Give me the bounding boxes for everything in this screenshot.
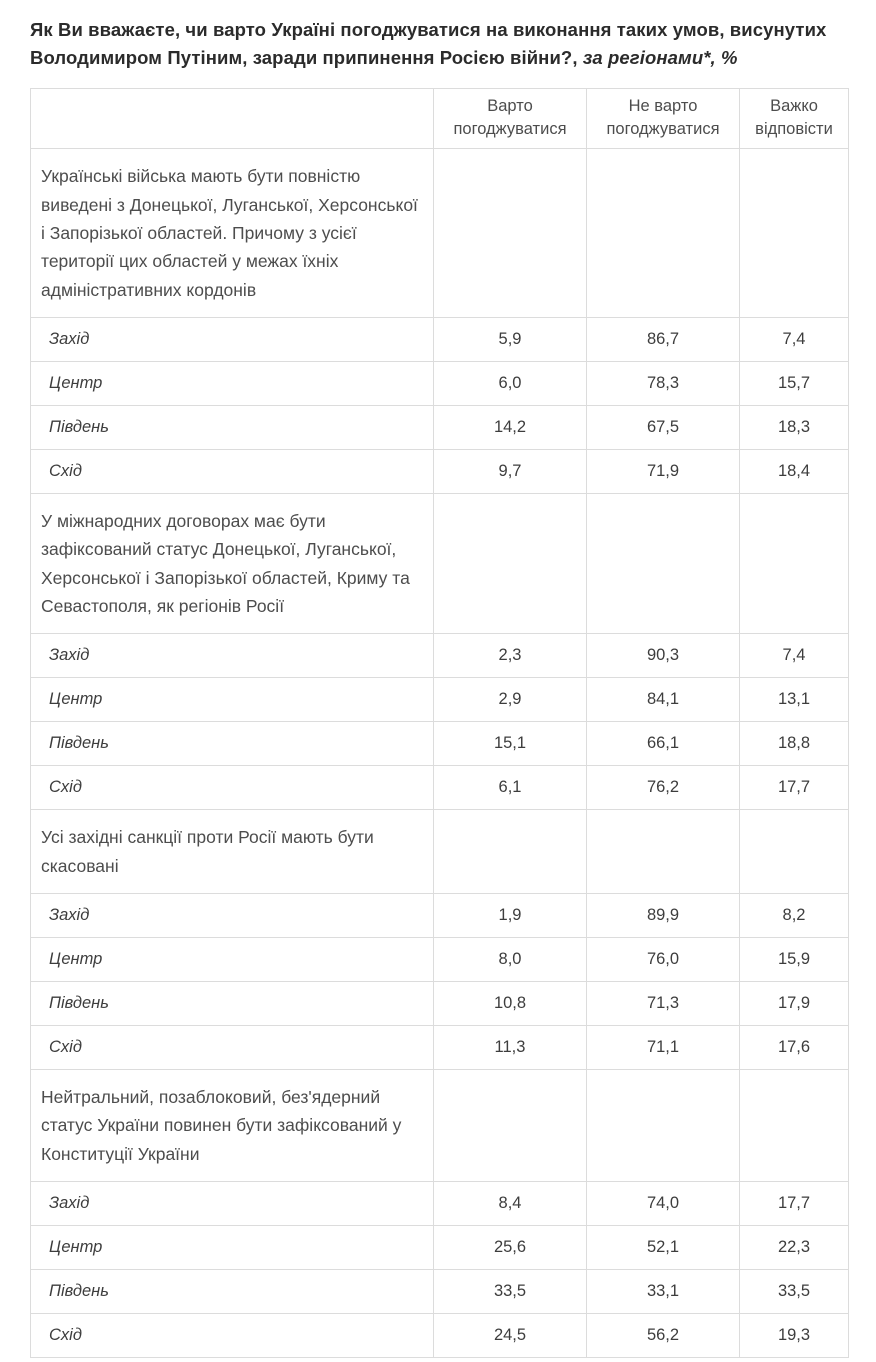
value-cell: 2,3 <box>434 634 587 678</box>
region-label: Захід <box>31 894 434 938</box>
statement-text: Усі західні санкції проти Росії мають бути скасовані <box>31 810 434 894</box>
value-cell: 76,0 <box>587 938 740 982</box>
region-data-row <box>31 318 849 362</box>
region-label: Схід <box>31 1314 434 1358</box>
statement-empty-cell <box>587 810 740 894</box>
value-cell: 18,3 <box>740 406 849 450</box>
value-cell: 86,7 <box>587 318 740 362</box>
statement-empty-cell <box>740 810 849 894</box>
value-cell: 84,1 <box>587 678 740 722</box>
region-data-row <box>31 1182 849 1226</box>
value-cell: 15,9 <box>740 938 849 982</box>
region-label: Південь <box>31 406 434 450</box>
region-data-row <box>31 406 849 450</box>
value-cell: 56,2 <box>587 1314 740 1358</box>
region-label: Захід <box>31 1182 434 1226</box>
page-title-suffix: за регіонами*, % <box>582 46 738 68</box>
statement-empty-cell <box>740 494 849 634</box>
statement-empty-cell <box>740 1070 849 1182</box>
value-cell: 17,9 <box>740 982 849 1026</box>
statement-empty-cell <box>587 494 740 634</box>
column-header-agree: Варто погоджуватися <box>434 88 587 149</box>
value-cell: 8,0 <box>434 938 587 982</box>
value-cell: 17,7 <box>740 1182 849 1226</box>
region-label: Центр <box>31 362 434 406</box>
value-cell: 7,4 <box>740 318 849 362</box>
value-cell: 33,5 <box>740 1270 849 1314</box>
statement-empty-cell <box>434 149 587 318</box>
value-cell: 33,5 <box>434 1270 587 1314</box>
page-title-main: Як Ви вважаєте, чи варто Україні погоджуватися на виконання таких умов, висунутих Володимиром Путіним, заради припинення Росією війни?, <box>30 19 827 68</box>
value-cell: 8,4 <box>434 1182 587 1226</box>
region-data-row <box>31 678 849 722</box>
statement-row <box>31 494 849 634</box>
region-data-row <box>31 634 849 678</box>
region-label: Захід <box>31 318 434 362</box>
value-cell: 25,6 <box>434 1226 587 1270</box>
value-cell: 90,3 <box>587 634 740 678</box>
statement-text: У міжнародних договорах має бути зафіксований статус Донецької, Луганської, Херсонської і Запорізької областей, Криму та Севастополя, як регіонів Росії <box>31 494 434 634</box>
value-cell: 18,8 <box>740 722 849 766</box>
value-cell: 6,0 <box>434 362 587 406</box>
value-cell: 14,2 <box>434 406 587 450</box>
value-cell: 7,4 <box>740 634 849 678</box>
column-header-disagree: Не варто погоджуватися <box>587 88 740 149</box>
table-header <box>31 88 849 149</box>
region-label: Схід <box>31 766 434 810</box>
region-data-row <box>31 362 849 406</box>
value-cell: 76,2 <box>587 766 740 810</box>
statement-row <box>31 149 849 318</box>
region-label: Південь <box>31 982 434 1026</box>
value-cell: 52,1 <box>587 1226 740 1270</box>
value-cell: 9,7 <box>434 450 587 494</box>
region-data-row <box>31 450 849 494</box>
table-header-row <box>31 88 849 149</box>
region-data-row <box>31 1026 849 1070</box>
table-body <box>31 149 849 1358</box>
value-cell: 71,9 <box>587 450 740 494</box>
value-cell: 71,1 <box>587 1026 740 1070</box>
region-label: Захід <box>31 634 434 678</box>
value-cell: 18,4 <box>740 450 849 494</box>
statement-text: Нейтральний, позаблоковий, без'ядерний статус України повинен бути зафіксований у Конституції України <box>31 1070 434 1182</box>
region-label: Південь <box>31 1270 434 1314</box>
value-cell: 5,9 <box>434 318 587 362</box>
statement-text: Українські війська мають бути повністю виведені з Донецької, Луганської, Херсонської і Запорізької областей. Причому з усієї території цих областей у межах їхніх адміністративних кордонів <box>31 149 434 318</box>
region-label: Центр <box>31 678 434 722</box>
region-data-row <box>31 766 849 810</box>
region-data-row <box>31 722 849 766</box>
region-data-row <box>31 1314 849 1358</box>
region-label: Схід <box>31 450 434 494</box>
value-cell: 8,2 <box>740 894 849 938</box>
statement-empty-cell <box>434 1070 587 1182</box>
region-label: Центр <box>31 1226 434 1270</box>
statement-empty-cell <box>587 1070 740 1182</box>
value-cell: 1,9 <box>434 894 587 938</box>
value-cell: 2,9 <box>434 678 587 722</box>
value-cell: 89,9 <box>587 894 740 938</box>
statement-empty-cell <box>434 494 587 634</box>
corner-cell <box>31 88 434 149</box>
column-header-hard-to-answer: Важко відповісти <box>740 88 849 149</box>
value-cell: 19,3 <box>740 1314 849 1358</box>
statement-empty-cell <box>587 149 740 318</box>
region-label: Схід <box>31 1026 434 1070</box>
value-cell: 15,7 <box>740 362 849 406</box>
value-cell: 17,6 <box>740 1026 849 1070</box>
statement-empty-cell <box>740 149 849 318</box>
value-cell: 11,3 <box>434 1026 587 1070</box>
region-label: Південь <box>31 722 434 766</box>
region-data-row <box>31 894 849 938</box>
region-data-row <box>31 1226 849 1270</box>
region-label: Центр <box>31 938 434 982</box>
value-cell: 78,3 <box>587 362 740 406</box>
region-data-row <box>31 982 849 1026</box>
value-cell: 6,1 <box>434 766 587 810</box>
poll-results-table <box>30 88 849 1359</box>
value-cell: 33,1 <box>587 1270 740 1314</box>
region-data-row <box>31 938 849 982</box>
value-cell: 22,3 <box>740 1226 849 1270</box>
value-cell: 10,8 <box>434 982 587 1026</box>
value-cell: 24,5 <box>434 1314 587 1358</box>
region-data-row <box>31 1270 849 1314</box>
statement-row <box>31 1070 849 1182</box>
page-title <box>30 16 848 72</box>
statement-row <box>31 810 849 894</box>
value-cell: 17,7 <box>740 766 849 810</box>
value-cell: 15,1 <box>434 722 587 766</box>
value-cell: 74,0 <box>587 1182 740 1226</box>
value-cell: 66,1 <box>587 722 740 766</box>
statement-empty-cell <box>434 810 587 894</box>
value-cell: 71,3 <box>587 982 740 1026</box>
value-cell: 13,1 <box>740 678 849 722</box>
value-cell: 67,5 <box>587 406 740 450</box>
